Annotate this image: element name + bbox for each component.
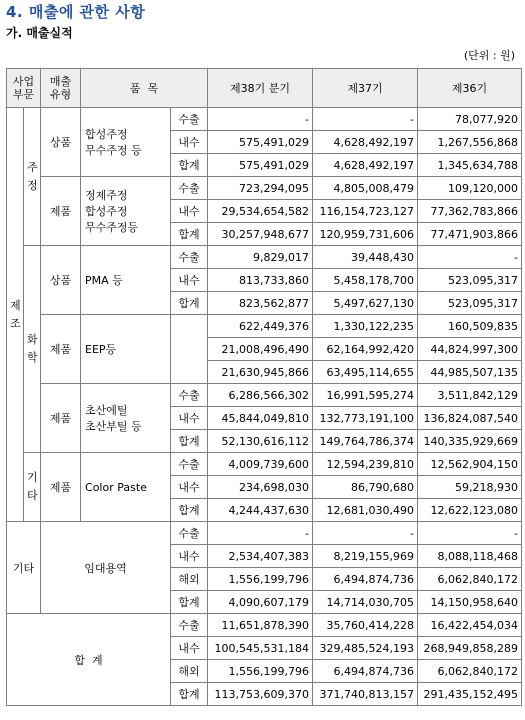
value-cell: 44,985,507,135 bbox=[418, 361, 522, 384]
value-cell: 4,009,739,600 bbox=[208, 453, 313, 476]
value-cell: 8,088,118,468 bbox=[418, 545, 522, 568]
value-cell: - bbox=[313, 108, 418, 131]
value-cell: 3,511,842,129 bbox=[418, 384, 522, 407]
value-cell: 12,681,030,490 bbox=[313, 499, 418, 522]
table-row bbox=[7, 315, 522, 338]
value-cell: 6,494,874,736 bbox=[313, 568, 418, 591]
value-cell: 78,077,920 bbox=[418, 108, 522, 131]
vertical-char: 기 bbox=[27, 471, 38, 484]
table-row bbox=[7, 614, 522, 637]
type-products: 제품 bbox=[41, 315, 81, 384]
value-cell: 575,491,029 bbox=[208, 154, 313, 177]
value-cell: 63,495,114,655 bbox=[313, 361, 418, 384]
value-cell: 21,630,945,866 bbox=[208, 361, 313, 384]
value-cell: 523,095,317 bbox=[418, 269, 522, 292]
vertical-char: 학 bbox=[27, 351, 38, 364]
value-cell: 100,545,531,184 bbox=[208, 637, 313, 660]
value-cell: 16,422,454,034 bbox=[418, 614, 522, 637]
value-cell: 45,844,049,810 bbox=[208, 407, 313, 430]
vertical-char: 제 bbox=[10, 298, 21, 312]
value-cell: 1,556,199,796 bbox=[208, 660, 313, 683]
value-cell: 6,494,874,736 bbox=[313, 660, 418, 683]
value-cell: - bbox=[208, 108, 313, 131]
row-label: 내수 bbox=[171, 269, 208, 292]
value-cell: 136,824,087,540 bbox=[418, 407, 522, 430]
value-cell: 59,218,930 bbox=[418, 476, 522, 499]
row-label: 내수 bbox=[171, 407, 208, 430]
value-cell: 14,150,958,640 bbox=[418, 591, 522, 614]
value-cell: 160,509,835 bbox=[418, 315, 522, 338]
subsegment-alcohol bbox=[24, 108, 41, 246]
value-cell: 12,622,123,080 bbox=[418, 499, 522, 522]
value-cell: 9,829,017 bbox=[208, 246, 313, 269]
row-label: 합계 bbox=[171, 683, 208, 706]
value-cell: 14,714,030,705 bbox=[313, 591, 418, 614]
value-cell: 16,991,595,274 bbox=[313, 384, 418, 407]
type-goods: 상품 bbox=[41, 246, 81, 315]
subsegment-other bbox=[24, 453, 41, 522]
header-biz-division: 사업 부문 bbox=[7, 69, 41, 108]
row-label: 합계 bbox=[171, 292, 208, 315]
value-cell: 6,062,840,172 bbox=[418, 568, 522, 591]
row-label: 해외 bbox=[171, 660, 208, 683]
value-cell: 4,244,437,630 bbox=[208, 499, 313, 522]
value-cell: 622,449,376 bbox=[208, 315, 313, 338]
value-cell: 12,594,239,810 bbox=[313, 453, 418, 476]
type-products: 제품 bbox=[41, 384, 81, 453]
value-cell: 149,764,786,374 bbox=[313, 430, 418, 453]
value-cell: 1,330,122,235 bbox=[313, 315, 418, 338]
item-rental: 임대용역 bbox=[41, 522, 171, 614]
vertical-char: 화 bbox=[27, 333, 38, 346]
value-cell: 77,362,783,866 bbox=[418, 200, 522, 223]
row-label: 합계 bbox=[171, 154, 208, 177]
value-cell: 29,534,654,582 bbox=[208, 200, 313, 223]
value-cell: 109,120,000 bbox=[418, 177, 522, 200]
value-cell: 8,219,155,969 bbox=[313, 545, 418, 568]
row-label: 합계 bbox=[171, 430, 208, 453]
value-cell: 329,485,524,193 bbox=[313, 637, 418, 660]
value-cell: 4,090,607,179 bbox=[208, 591, 313, 614]
value-cell: 1,267,556,868 bbox=[418, 131, 522, 154]
vertical-char: 주 bbox=[27, 160, 38, 174]
table-row bbox=[7, 177, 522, 200]
row-label: 내수 bbox=[171, 545, 208, 568]
subsegment-chemical bbox=[24, 246, 41, 453]
value-cell: 813,733,860 bbox=[208, 269, 313, 292]
value-cell: 35,760,414,228 bbox=[313, 614, 418, 637]
row-label-empty bbox=[171, 315, 208, 384]
row-label: 수출 bbox=[171, 522, 208, 545]
value-cell: 1,345,634,788 bbox=[418, 154, 522, 177]
row-label: 합계 bbox=[171, 223, 208, 246]
row-label: 수출 bbox=[171, 453, 208, 476]
item-alcohol-products: 정제주정 합성주정 무수주정등 bbox=[81, 177, 171, 246]
vertical-char: 타 bbox=[27, 489, 38, 502]
row-label: 해외 bbox=[171, 568, 208, 591]
type-goods: 상품 bbox=[41, 108, 81, 177]
row-label: 수출 bbox=[171, 384, 208, 407]
value-cell: 6,286,566,302 bbox=[208, 384, 313, 407]
row-label: 내수 bbox=[171, 476, 208, 499]
value-cell: 234,698,030 bbox=[208, 476, 313, 499]
value-cell: - bbox=[418, 522, 522, 545]
value-cell: - bbox=[208, 522, 313, 545]
value-cell: 6,062,840,172 bbox=[418, 660, 522, 683]
value-cell: 723,294,095 bbox=[208, 177, 313, 200]
value-cell: 12,562,904,150 bbox=[418, 453, 522, 476]
value-cell: 132,773,191,100 bbox=[313, 407, 418, 430]
value-cell: 291,435,152,495 bbox=[418, 683, 522, 706]
table-row bbox=[7, 453, 522, 476]
item-color-paste: Color Paste bbox=[81, 453, 171, 522]
row-label: 내수 bbox=[171, 637, 208, 660]
value-cell: 11,651,878,390 bbox=[208, 614, 313, 637]
table-row bbox=[7, 522, 522, 545]
section-subtitle: 가. 매출실적 bbox=[6, 26, 73, 40]
value-cell: 1,556,199,796 bbox=[208, 568, 313, 591]
value-cell: 140,335,929,669 bbox=[418, 430, 522, 453]
type-products: 제품 bbox=[41, 453, 81, 522]
value-cell: 77,471,903,866 bbox=[418, 223, 522, 246]
value-cell: 5,497,627,130 bbox=[313, 292, 418, 315]
header-row bbox=[7, 69, 522, 108]
row-label: 수출 bbox=[171, 246, 208, 269]
value-cell: 86,790,680 bbox=[313, 476, 418, 499]
row-label: 수출 bbox=[171, 108, 208, 131]
value-cell: 371,740,813,157 bbox=[313, 683, 418, 706]
vertical-char: 정 bbox=[27, 178, 38, 192]
value-cell: 575,491,029 bbox=[208, 131, 313, 154]
table-row bbox=[7, 246, 522, 269]
value-cell: 4,805,008,479 bbox=[313, 177, 418, 200]
header-product: 품 목 bbox=[81, 69, 208, 108]
row-label: 내수 bbox=[171, 131, 208, 154]
value-cell: 120,959,731,606 bbox=[313, 223, 418, 246]
header-period-36: 제36기 bbox=[418, 69, 522, 108]
row-label: 합계 bbox=[171, 591, 208, 614]
item-alcohol-goods: 합성주정 무수주정 등 bbox=[81, 108, 171, 177]
row-label: 수출 bbox=[171, 177, 208, 200]
vertical-char: 조 bbox=[10, 316, 21, 330]
segment-other: 기타 bbox=[7, 522, 41, 614]
value-cell: 30,257,948,677 bbox=[208, 223, 313, 246]
value-cell: - bbox=[418, 246, 522, 269]
header-period-37: 제37기 bbox=[313, 69, 418, 108]
row-label: 내수 bbox=[171, 200, 208, 223]
value-cell: 44,824,997,300 bbox=[418, 338, 522, 361]
value-cell: 113,753,609,370 bbox=[208, 683, 313, 706]
value-cell: 4,628,492,197 bbox=[313, 154, 418, 177]
segment-manufacturing bbox=[7, 108, 24, 522]
row-label: 수출 bbox=[171, 614, 208, 637]
value-cell: 523,095,317 bbox=[418, 292, 522, 315]
item-acetates: 초산에틸 초산부틸 등 bbox=[81, 384, 171, 453]
value-cell: 5,458,178,700 bbox=[313, 269, 418, 292]
header-sales-type: 매출 유형 bbox=[41, 69, 81, 108]
value-cell: 4,628,492,197 bbox=[313, 131, 418, 154]
table-row bbox=[7, 108, 522, 131]
value-cell: 268,949,858,289 bbox=[418, 637, 522, 660]
grand-total-label: 합 계 bbox=[7, 614, 171, 706]
row-label: 합계 bbox=[171, 499, 208, 522]
sales-table bbox=[6, 68, 522, 706]
type-products: 제품 bbox=[41, 177, 81, 246]
value-cell: - bbox=[313, 522, 418, 545]
item-eep: EEP등 bbox=[81, 315, 171, 384]
value-cell: 2,534,407,383 bbox=[208, 545, 313, 568]
value-cell: 823,562,877 bbox=[208, 292, 313, 315]
value-cell: 62,164,992,420 bbox=[313, 338, 418, 361]
header-period-38: 제38기 분기 bbox=[208, 69, 313, 108]
table-row bbox=[7, 384, 522, 407]
unit-label: (단위 : 원) bbox=[463, 49, 515, 62]
value-cell: 52,130,616,112 bbox=[208, 430, 313, 453]
value-cell: 39,448,430 bbox=[313, 246, 418, 269]
section-title: 4. 매출에 관한 사항 bbox=[6, 3, 146, 21]
item-pma: PMA 등 bbox=[81, 246, 171, 315]
value-cell: 116,154,723,127 bbox=[313, 200, 418, 223]
value-cell: 21,008,496,490 bbox=[208, 338, 313, 361]
